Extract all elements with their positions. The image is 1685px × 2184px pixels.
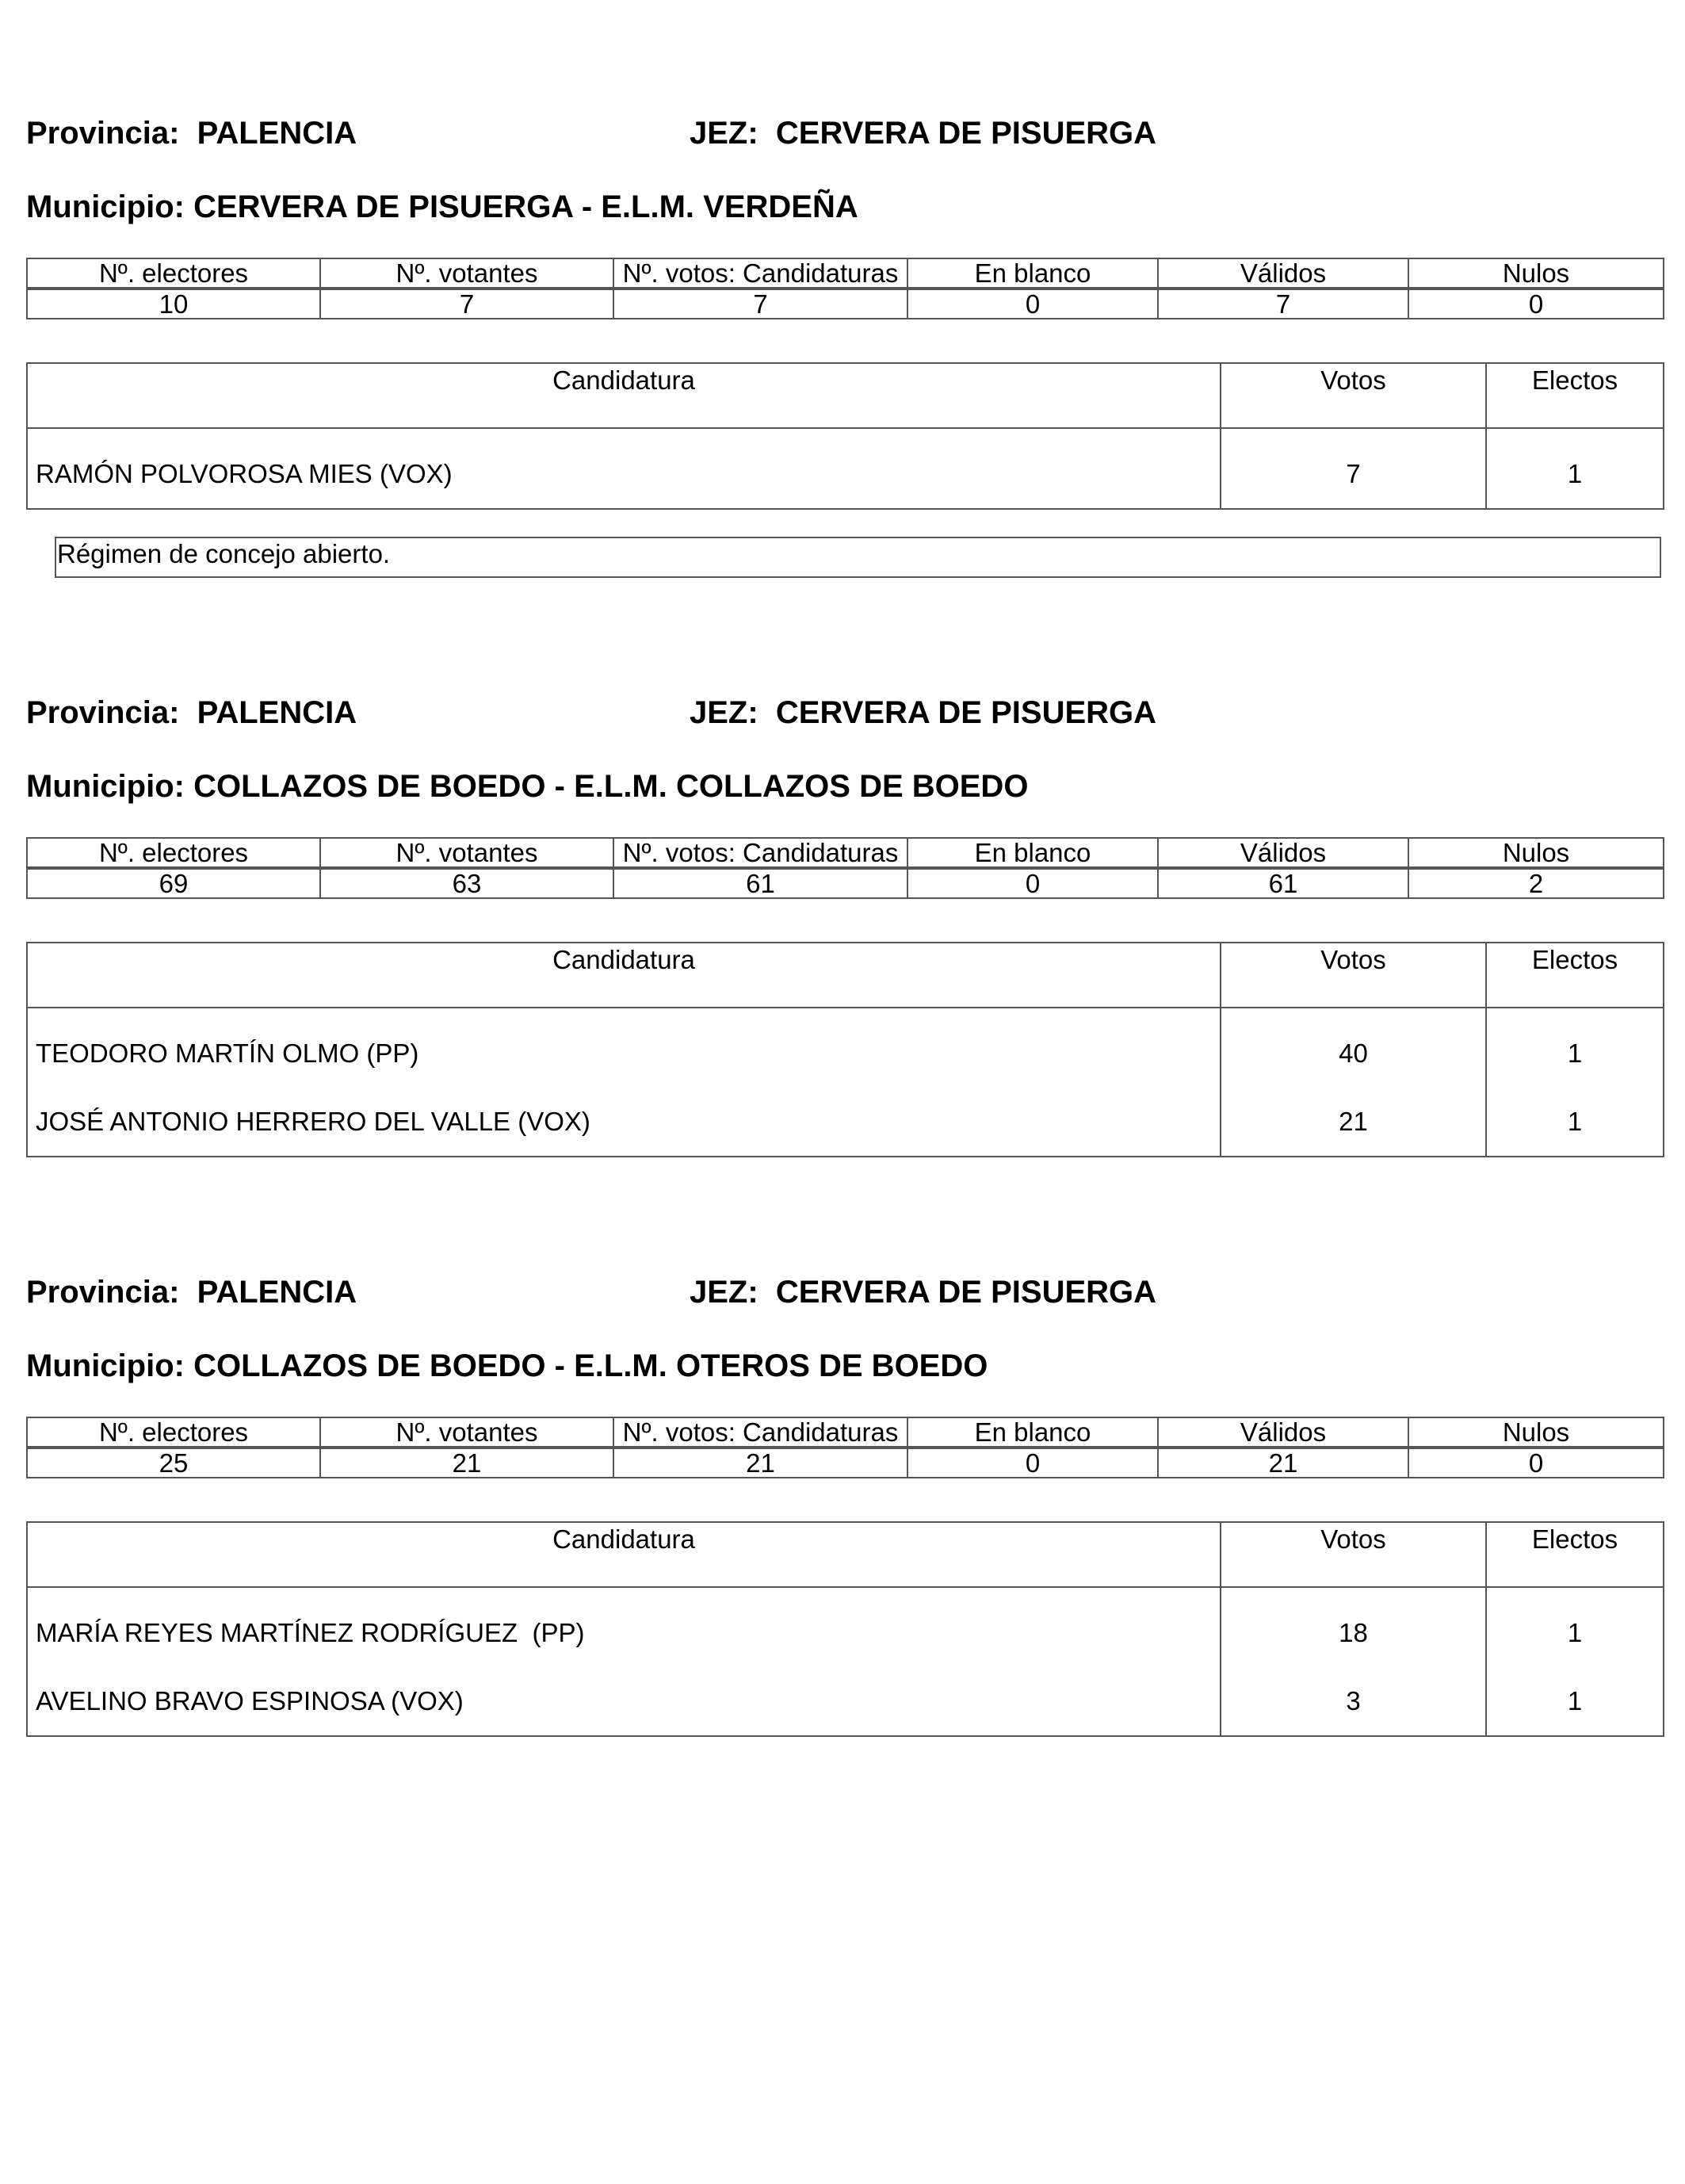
electos-header: Electos	[1486, 943, 1664, 1008]
candidate-name: JOSÉ ANTONIO HERRERO DEL VALLE (VOX)	[27, 1088, 1221, 1157]
provincia-label: Provincia:	[26, 1275, 180, 1310]
jez-value: CERVERA DE PISUERGA	[775, 116, 1157, 151]
stats-value-nulos: 2	[1408, 868, 1664, 898]
stats-header-en-blanco: En blanco	[907, 1417, 1158, 1448]
votos-header: Votos	[1221, 943, 1486, 1008]
municipio-value: CERVERA DE PISUERGA - E.L.M. VERDEÑA	[193, 189, 858, 224]
stats-header-votantes: Nº. votantes	[320, 1417, 613, 1448]
stats-header-nulos: Nulos	[1408, 258, 1664, 289]
section-oteros	[0, 1159, 1685, 1730]
municipio-heading	[26, 188, 858, 226]
stats-header-validos: Válidos	[1158, 1417, 1408, 1448]
municipio-heading	[26, 767, 1028, 805]
stats-header-votos-candidaturas: Nº. votos: Candidaturas	[613, 838, 907, 868]
stats-header-validos: Válidos	[1158, 258, 1408, 289]
stats-header-votos-candidaturas: Nº. votos: Candidaturas	[613, 1417, 907, 1448]
stats-header-votantes: Nº. votantes	[320, 258, 613, 289]
stats-table	[26, 837, 1664, 899]
candidate-votos: 3	[1221, 1667, 1486, 1736]
stats-value-nulos: 0	[1408, 289, 1664, 319]
stats-header-row	[27, 838, 1664, 868]
municipio-heading	[26, 1347, 988, 1385]
jez-label: JEZ:	[690, 695, 758, 730]
jez-value: CERVERA DE PISUERGA	[775, 1275, 1157, 1310]
jez-label: JEZ:	[690, 116, 758, 151]
jez-heading	[690, 1273, 1156, 1311]
jez-heading	[690, 114, 1156, 152]
candidates-header-row	[27, 363, 1664, 428]
stats-value-electores: 25	[27, 1448, 320, 1478]
stats-value-electores: 10	[27, 289, 320, 319]
provincia-value: PALENCIA	[197, 1275, 357, 1310]
provincia-heading	[26, 694, 357, 732]
stats-header-en-blanco: En blanco	[907, 838, 1158, 868]
stats-value-votos-candidaturas: 7	[613, 289, 907, 319]
votos-header: Votos	[1221, 1522, 1486, 1587]
section-verdena	[0, 0, 1685, 571]
candidates-header-row	[27, 1522, 1664, 1587]
candidatura-header: Candidatura	[27, 943, 1221, 1008]
candidatura-header: Candidatura	[27, 1522, 1221, 1587]
candidate-votos: 21	[1221, 1088, 1486, 1157]
municipio-label: Municipio:	[26, 1348, 185, 1383]
stats-header-validos: Válidos	[1158, 838, 1408, 868]
candidates-table	[26, 942, 1664, 1157]
jez-value: CERVERA DE PISUERGA	[775, 695, 1157, 730]
provincia-heading	[26, 114, 357, 152]
stats-value-row	[27, 868, 1664, 898]
section-collazos	[0, 579, 1685, 1150]
stats-value-en-blanco: 0	[907, 289, 1158, 319]
provincia-value: PALENCIA	[197, 116, 357, 151]
stats-table	[26, 1417, 1664, 1478]
stats-header-electores: Nº. electores	[27, 258, 320, 289]
candidate-electos: 1	[1486, 1667, 1664, 1736]
stats-header-electores: Nº. electores	[27, 1417, 320, 1448]
candidate-row	[27, 1667, 1664, 1736]
candidate-votos: 40	[1221, 1008, 1486, 1088]
stats-value-votos-candidaturas: 61	[613, 868, 907, 898]
candidates-table	[26, 362, 1664, 510]
municipio-label: Municipio:	[26, 189, 185, 224]
candidate-electos: 1	[1486, 428, 1664, 509]
candidate-name: RAMÓN POLVOROSA MIES (VOX)	[27, 428, 1221, 509]
stats-header-en-blanco: En blanco	[907, 258, 1158, 289]
provincia-label: Provincia:	[26, 116, 180, 151]
candidates-header-row	[27, 943, 1664, 1008]
stats-value-validos: 61	[1158, 868, 1408, 898]
stats-table	[26, 258, 1664, 319]
provincia-value: PALENCIA	[197, 695, 357, 730]
stats-value-electores: 69	[27, 868, 320, 898]
regimen-note: Régimen de concejo abierto.	[55, 537, 1661, 578]
candidate-name: AVELINO BRAVO ESPINOSA (VOX)	[27, 1667, 1221, 1736]
stats-value-votos-candidaturas: 21	[613, 1448, 907, 1478]
stats-value-nulos: 0	[1408, 1448, 1664, 1478]
stats-value-votantes: 21	[320, 1448, 613, 1478]
provincia-heading	[26, 1273, 357, 1311]
municipio-label: Municipio:	[26, 769, 185, 804]
candidate-electos: 1	[1486, 1587, 1664, 1667]
stats-header-nulos: Nulos	[1408, 1417, 1664, 1448]
candidates-table	[26, 1521, 1664, 1737]
electos-header: Electos	[1486, 363, 1664, 428]
candidate-row	[27, 428, 1664, 509]
candidate-row	[27, 1008, 1664, 1088]
jez-label: JEZ:	[690, 1275, 758, 1310]
stats-value-en-blanco: 0	[907, 868, 1158, 898]
stats-value-votantes: 7	[320, 289, 613, 319]
municipio-value: COLLAZOS DE BOEDO - E.L.M. OTEROS DE BOEDO	[193, 1348, 988, 1383]
stats-value-row	[27, 1448, 1664, 1478]
candidate-row	[27, 1088, 1664, 1157]
municipio-value: COLLAZOS DE BOEDO - E.L.M. COLLAZOS DE BOEDO	[193, 769, 1029, 804]
candidate-votos: 7	[1221, 428, 1486, 509]
candidate-name: TEODORO MARTÍN OLMO (PP)	[27, 1008, 1221, 1088]
stats-header-row	[27, 1417, 1664, 1448]
candidate-row	[27, 1587, 1664, 1667]
stats-header-votantes: Nº. votantes	[320, 838, 613, 868]
provincia-label: Provincia:	[26, 695, 180, 730]
stats-value-en-blanco: 0	[907, 1448, 1158, 1478]
stats-value-validos: 21	[1158, 1448, 1408, 1478]
candidate-name: MARÍA REYES MARTÍNEZ RODRÍGUEZ (PP)	[27, 1587, 1221, 1667]
votos-header: Votos	[1221, 363, 1486, 428]
stats-value-votantes: 63	[320, 868, 613, 898]
stats-value-row	[27, 289, 1664, 319]
stats-value-validos: 7	[1158, 289, 1408, 319]
electos-header: Electos	[1486, 1522, 1664, 1587]
stats-header-electores: Nº. electores	[27, 838, 320, 868]
candidatura-header: Candidatura	[27, 363, 1221, 428]
stats-header-votos-candidaturas: Nº. votos: Candidaturas	[613, 258, 907, 289]
candidate-electos: 1	[1486, 1088, 1664, 1157]
jez-heading	[690, 694, 1156, 732]
candidate-votos: 18	[1221, 1587, 1486, 1667]
stats-header-row	[27, 258, 1664, 289]
candidate-electos: 1	[1486, 1008, 1664, 1088]
stats-header-nulos: Nulos	[1408, 838, 1664, 868]
